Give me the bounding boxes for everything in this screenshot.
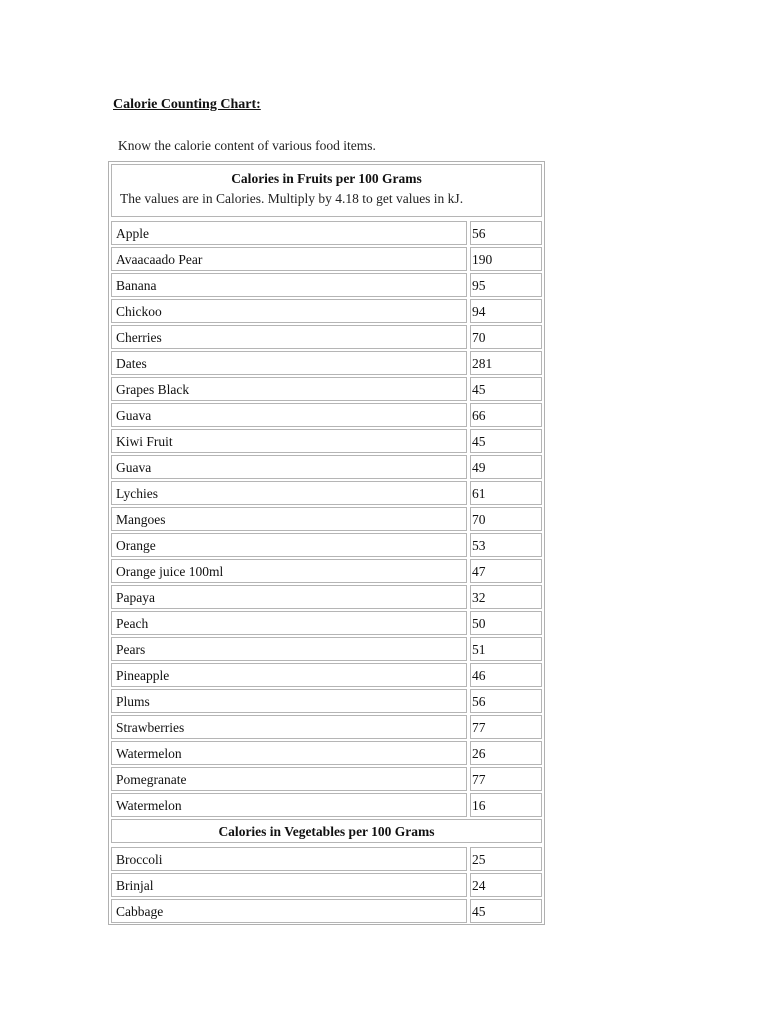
calorie-value: 45 xyxy=(470,429,542,453)
food-name: Guava xyxy=(111,455,467,479)
calorie-value: 190 xyxy=(470,247,542,271)
table-row xyxy=(110,557,543,583)
food-name: Broccoli xyxy=(111,847,467,871)
food-name: Grapes Black xyxy=(111,377,467,401)
vegetables-section-title: Calories in Vegetables per 100 Grams xyxy=(111,819,542,843)
calorie-value: 49 xyxy=(470,455,542,479)
food-name: Banana xyxy=(111,273,467,297)
page-heading: Calorie Counting Chart: xyxy=(113,97,261,112)
food-name: Plums xyxy=(111,689,467,713)
calorie-value: 24 xyxy=(470,873,542,897)
calorie-value: 77 xyxy=(470,715,542,739)
food-name: Watermelon xyxy=(111,741,467,765)
calorie-value: 53 xyxy=(470,533,542,557)
table-row xyxy=(110,349,543,375)
calorie-value: 46 xyxy=(470,663,542,687)
calorie-value: 32 xyxy=(470,585,542,609)
table-row xyxy=(110,635,543,661)
food-name: Peach xyxy=(111,611,467,635)
food-name: Dates xyxy=(111,351,467,375)
calorie-value: 51 xyxy=(470,637,542,661)
food-name: Chickoo xyxy=(111,299,467,323)
table-row xyxy=(110,687,543,713)
calorie-value: 45 xyxy=(470,377,542,401)
table-row xyxy=(110,871,543,897)
calorie-value: 61 xyxy=(470,481,542,505)
table-row xyxy=(110,765,543,791)
table-row xyxy=(110,427,543,453)
fruits-rows xyxy=(110,219,543,817)
calorie-value: 70 xyxy=(470,325,542,349)
fruits-section-note: The values are in Calories. Multiply by 4.18 to get values in kJ. xyxy=(120,191,464,206)
food-name: Lychies xyxy=(111,481,467,505)
fruits-header-cell xyxy=(111,164,542,217)
table-row xyxy=(110,583,543,609)
food-name: Watermelon xyxy=(111,793,467,817)
table-row xyxy=(110,531,543,557)
calorie-value: 45 xyxy=(470,899,542,923)
table-row xyxy=(110,297,543,323)
food-name: Apple xyxy=(111,221,467,245)
calorie-value: 47 xyxy=(470,559,542,583)
food-name: Mangoes xyxy=(111,507,467,531)
food-name: Kiwi Fruit xyxy=(111,429,467,453)
food-name: Pineapple xyxy=(111,663,467,687)
table-row xyxy=(110,323,543,349)
calorie-value: 56 xyxy=(470,689,542,713)
calorie-value: 281 xyxy=(470,351,542,375)
calorie-value: 56 xyxy=(470,221,542,245)
food-name: Pomegranate xyxy=(111,767,467,791)
food-name: Pears xyxy=(111,637,467,661)
food-name: Avaacaado Pear xyxy=(111,247,467,271)
table-row xyxy=(110,609,543,635)
table-row xyxy=(110,739,543,765)
table-row xyxy=(110,505,543,531)
fruits-section-title: Calories in Fruits per 100 Grams xyxy=(231,171,422,186)
food-name: Brinjal xyxy=(111,873,467,897)
calorie-value: 16 xyxy=(470,793,542,817)
table-row xyxy=(110,375,543,401)
table-row xyxy=(110,245,543,271)
calorie-value: 95 xyxy=(470,273,542,297)
calorie-value: 94 xyxy=(470,299,542,323)
table-row xyxy=(110,661,543,687)
calorie-value: 70 xyxy=(470,507,542,531)
calorie-value: 77 xyxy=(470,767,542,791)
food-name: Orange xyxy=(111,533,467,557)
calorie-table xyxy=(108,161,545,925)
food-name: Strawberries xyxy=(111,715,467,739)
vegetables-rows xyxy=(110,845,543,923)
table-row xyxy=(110,219,543,245)
food-name: Papaya xyxy=(111,585,467,609)
intro-text: Know the calorie content of various food items. xyxy=(118,138,376,153)
table-row xyxy=(110,897,543,923)
table-row xyxy=(110,401,543,427)
calorie-value: 25 xyxy=(470,847,542,871)
food-name: Orange juice 100ml xyxy=(111,559,467,583)
calorie-value: 26 xyxy=(470,741,542,765)
table-row xyxy=(110,453,543,479)
table-row xyxy=(110,845,543,871)
table-row xyxy=(110,791,543,817)
table-row xyxy=(110,479,543,505)
food-name: Guava xyxy=(111,403,467,427)
table-row xyxy=(110,271,543,297)
food-name: Cherries xyxy=(111,325,467,349)
calorie-value: 50 xyxy=(470,611,542,635)
food-name: Cabbage xyxy=(111,899,467,923)
calorie-value: 66 xyxy=(470,403,542,427)
table-row xyxy=(110,713,543,739)
